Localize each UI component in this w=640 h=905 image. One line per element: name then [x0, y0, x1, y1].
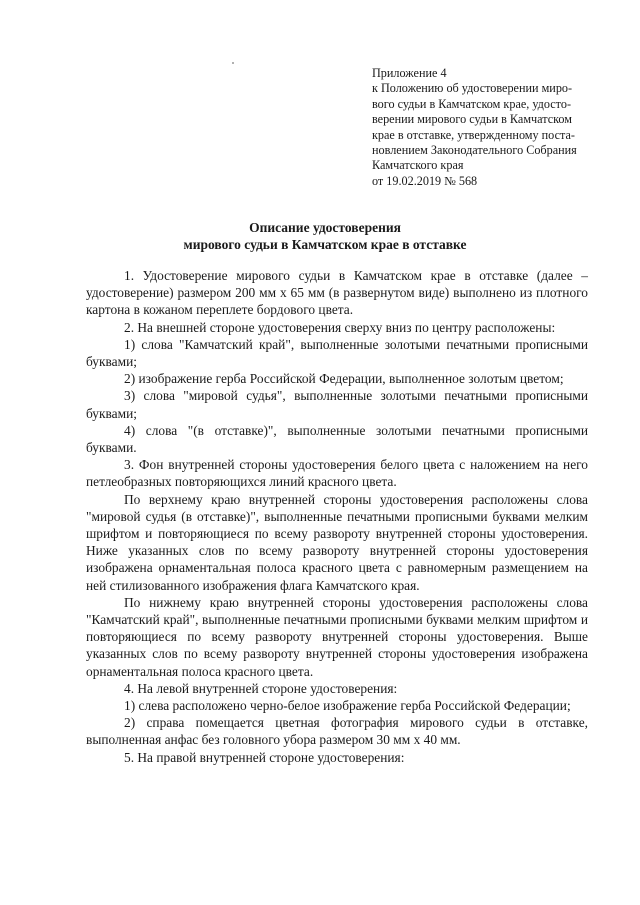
list-item: 1) слова "Камчатский край", выполненные золотыми печатными прописными буквами; [86, 336, 588, 370]
appendix-line: к Положению об удостоверении миро- [372, 81, 573, 96]
paragraph: По нижнему краю внутренней стороны удостоверения расположены слова "Камчатский край", выполненные печатными прописными буквами мелким шрифтом и повторяющиеся по всему развороту внутренней стороны удостоверения. Выше указанных слов по всему развороту внутренней стороны удостоверения изображена орнаментальная полоса красного цвета. [86, 594, 588, 679]
scan-speck [232, 62, 234, 64]
list-item: 4) слова "(в отставке)", выполненные золотыми печатными прописными буквами. [86, 422, 588, 456]
title-line-2: мирового судьи в Камчатском крае в отставке [183, 237, 467, 252]
paragraph: 1. Удостоверение мирового судьи в Камчатском крае в отставке (далее – удостоверение) размером 200 мм x 65 мм (в развернутом виде) выполнено из плотного картона в кожаном переплете бордового цвета. [86, 268, 588, 318]
document-body [86, 267, 588, 766]
appendix-line: Приложение 4 [372, 66, 447, 80]
document-title [120, 219, 530, 253]
list-item: 2) изображение герба Российской Федерации, выполненное золотым цветом; [124, 371, 564, 387]
list-item: 1) слева расположено черно-белое изображение герба Российской Федерации; [124, 698, 571, 714]
appendix-header [372, 66, 592, 189]
title-line-1: Описание удостоверения [249, 220, 401, 235]
appendix-line: крае в отставке, утвержденному поста- [372, 127, 575, 142]
paragraph: 3. Фон внутренней стороны удостоверения белого цвета с наложением на него петлеобразных повторяющихся линий красного цвета. [86, 457, 588, 490]
appendix-line: Камчатского края [372, 158, 464, 173]
paragraph: 4. На левой внутренней стороне удостоверения: [124, 680, 398, 696]
appendix-line: от 19.02.2019 № 568 [372, 173, 478, 188]
paragraph: 2. На внешней стороне удостоверения сверху вниз по центру расположены: [124, 319, 556, 335]
paragraph: 5. На правой внутренней стороне удостоверения: [124, 749, 405, 765]
list-item: 3) слова "мировой судья", выполненные золотыми печатными прописными буквами; [86, 388, 588, 421]
appendix-line: верении мирового судьи в Камчатском [372, 112, 573, 127]
list-item: 2) справа помещается цветная фотография мирового судьи в отставке, выполненная анфас без головного убора размером 30 мм x 40 мм. [86, 715, 588, 748]
appendix-line: вого судьи в Камчатском крае, удосто- [372, 96, 572, 111]
appendix-line: новлением Законодательного Собрания [372, 143, 577, 158]
paragraph: По верхнему краю внутренней стороны удостоверения расположены слова "мировой судья (в отставке)", выполненные печатными прописными буквами мелким шрифтом и повторяющиеся по всему развороту внутренней стороны удостоверения. Ниже указанных слов по всему развороту внутренней стороны удостоверения изображена орнаментальная полоса красного цвета с равномерным размещением на ней стилизованного изображения флага Камчатского края. [86, 491, 588, 593]
